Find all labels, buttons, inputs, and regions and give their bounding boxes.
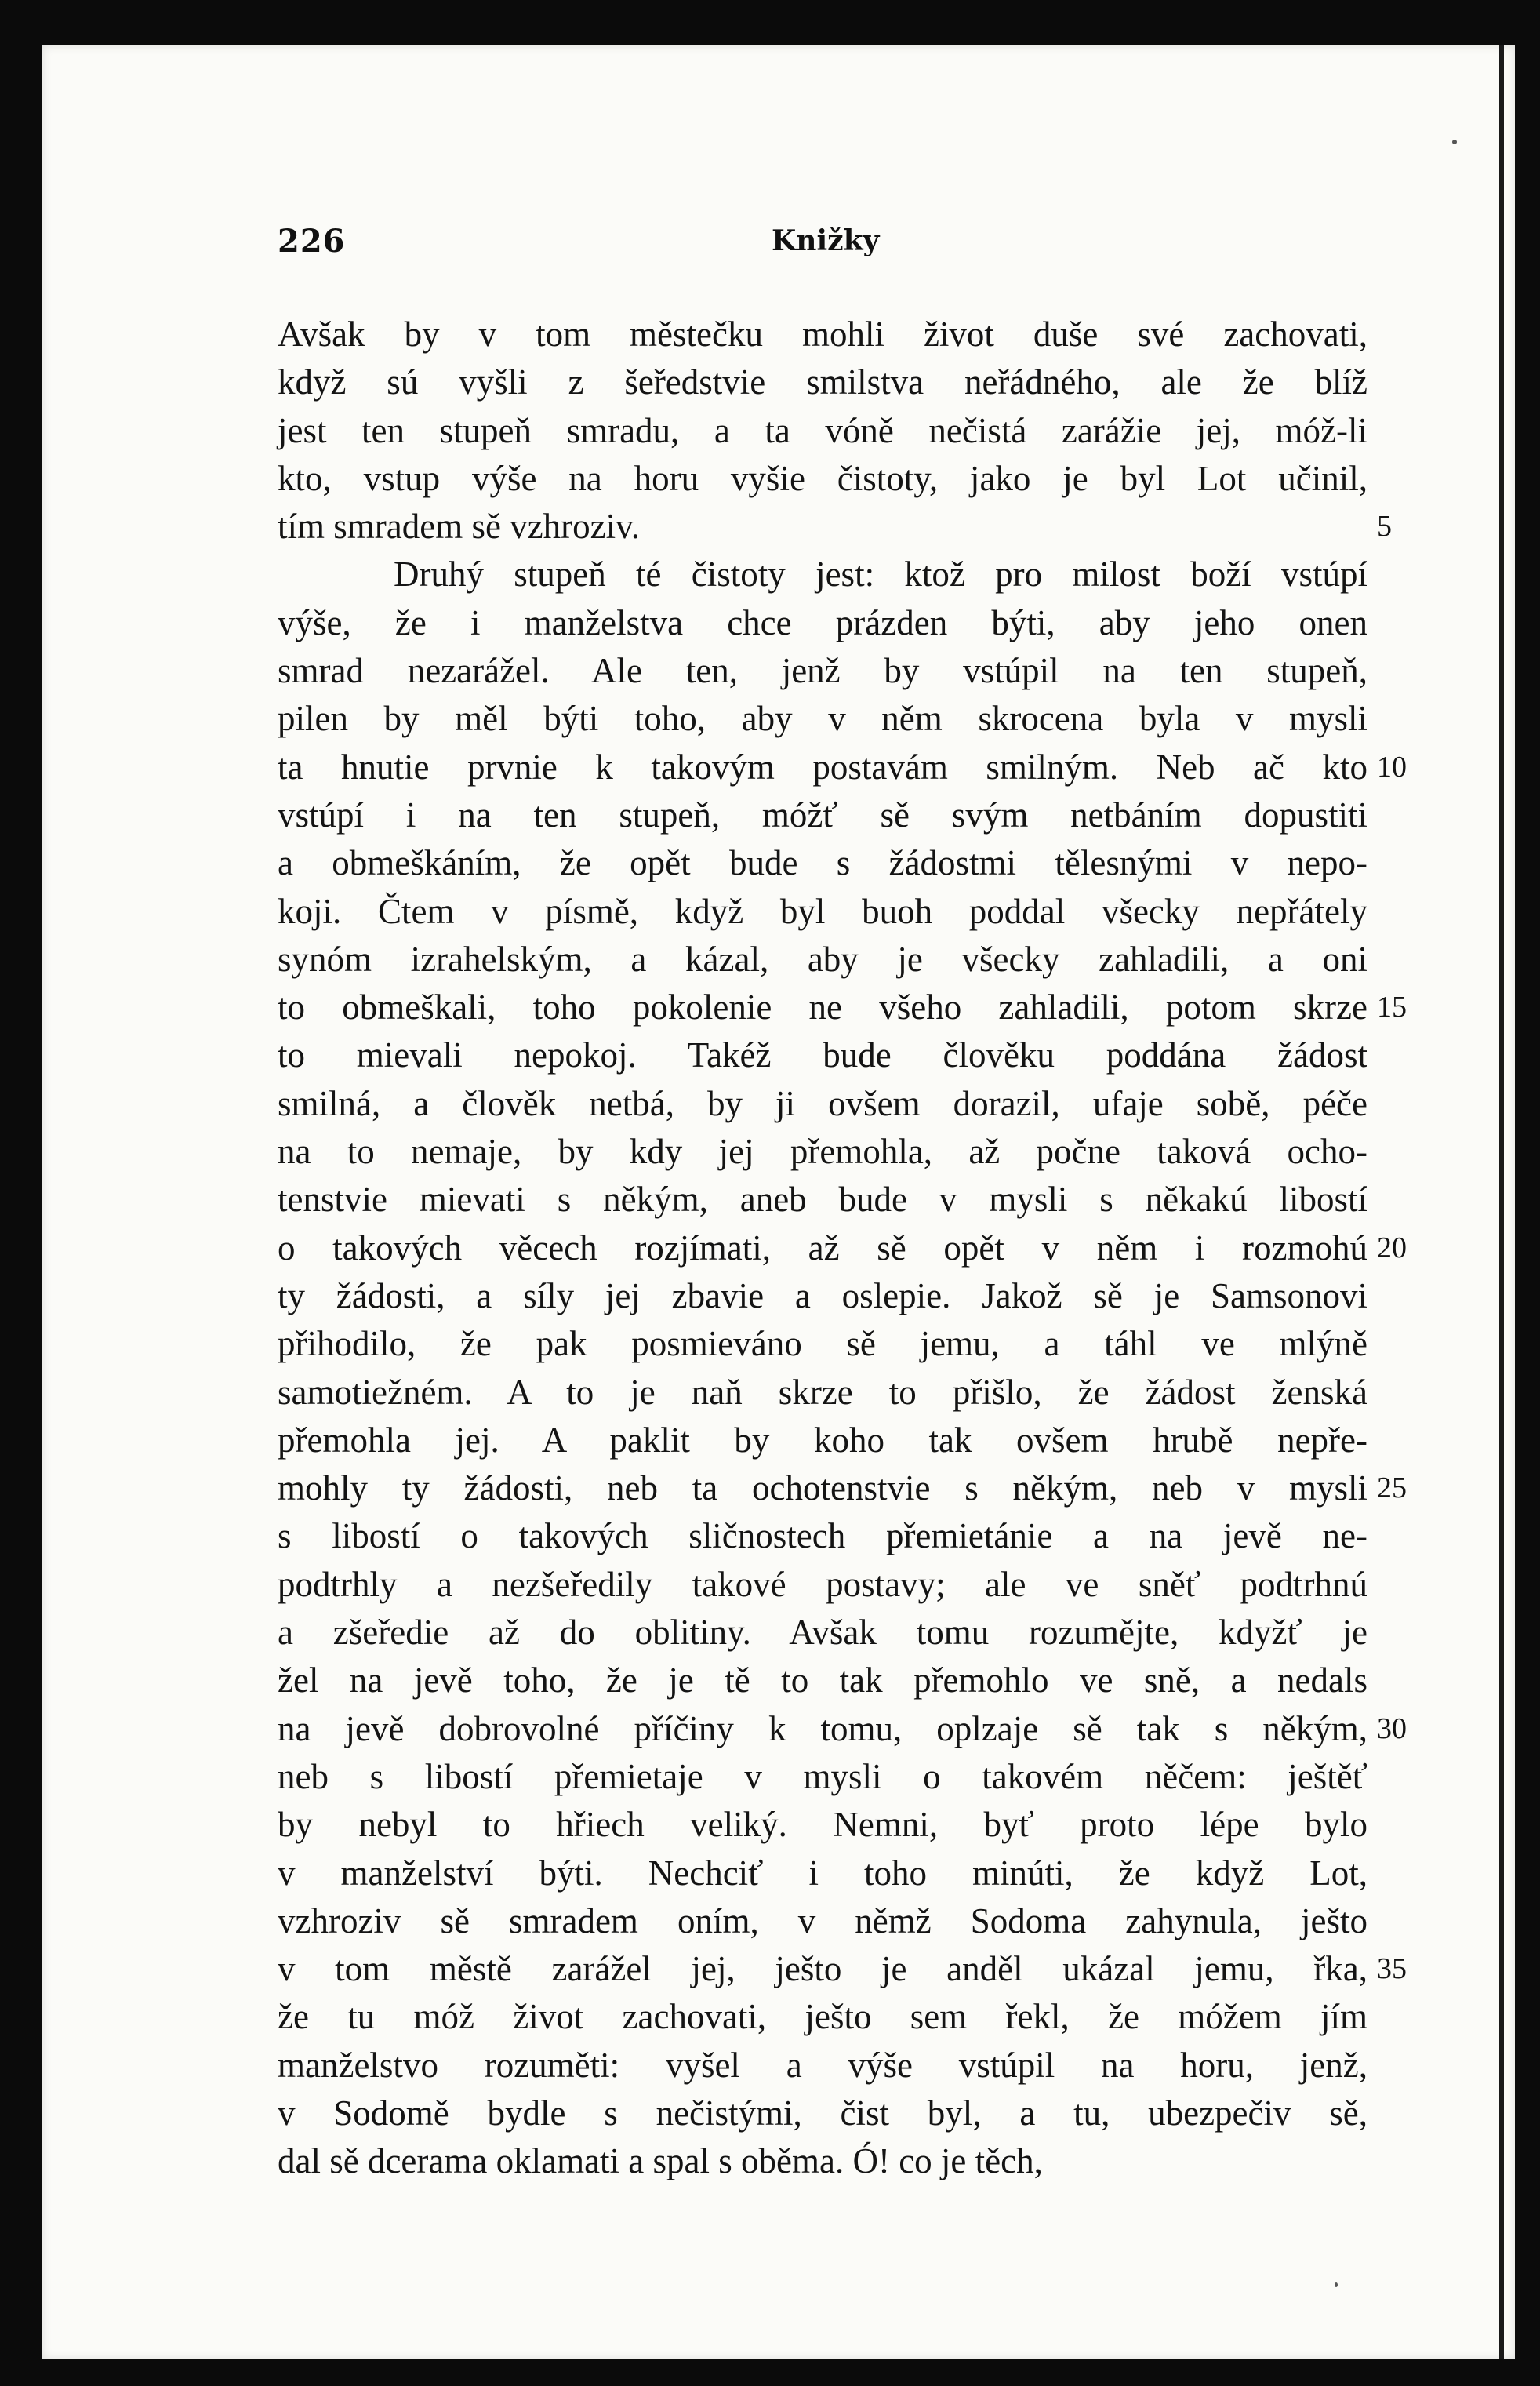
running-title: Knižky xyxy=(772,224,880,257)
scan-frame xyxy=(16,22,1527,2367)
text-line xyxy=(278,1705,1407,1753)
line-text: že tu móž život zachovati, ješto sem řekl, že móžem jím xyxy=(278,1997,1367,2037)
line-text: vzhroziv sě smradem oním, v němž Sodoma zahynula, ješto xyxy=(278,1900,1367,1940)
text-line xyxy=(278,1561,1367,1609)
text-line xyxy=(278,695,1367,743)
text-line xyxy=(278,1801,1367,1849)
text-line xyxy=(278,647,1367,695)
line-text: na jevě dobrovolné příčiny k tomu, oplzaje sě tak s někým, xyxy=(278,1708,1367,1748)
text-line xyxy=(278,358,1367,406)
line-text: ta hnutie prvnie k takovým postavám smilným. Neb ač kto xyxy=(278,747,1367,787)
text-line xyxy=(278,1850,1367,1897)
line-text: by nebyl to hřiech veliký. Nemni, byť proto lépe bylo xyxy=(278,1805,1367,1845)
line-text: neb s libostí přemietaje v mysli o takovém něčem: ještěť xyxy=(278,1756,1367,1796)
line-text: kto, vstup výše na horu vyšie čistoty, jako je byl Lot učinil, xyxy=(278,458,1367,498)
text-line xyxy=(278,791,1367,839)
text-line xyxy=(278,599,1367,647)
line-text: synóm izrahelským, a kázal, aby je všecky zahladili, a oni xyxy=(278,939,1367,979)
text-line xyxy=(278,1657,1367,1704)
line-text: výše, že i manželstva chce prázden býti, aby jeho onen xyxy=(278,602,1367,642)
text-line xyxy=(278,1031,1367,1079)
line-text: v manželství býti. Nechciť i toho minúti, že když Lot, xyxy=(278,1853,1367,1893)
line-text: a zšeředie až do oblitiny. Avšak tomu rozumějte, kdyžť je xyxy=(278,1613,1367,1653)
scan-speck xyxy=(1335,2282,1338,2287)
text-line xyxy=(278,503,1392,551)
text-line xyxy=(278,1224,1407,1272)
text-line xyxy=(278,1609,1367,1657)
line-text: jest ten stupeň smradu, a ta vóně nečistá zarážie jej, móž-li xyxy=(278,410,1367,450)
text-line xyxy=(278,1897,1367,1945)
line-number: 35 xyxy=(1377,1952,1407,1986)
line-text: přihodilo, že pak posmieváno sě jemu, a táhl ve mlýně xyxy=(278,1324,1367,1364)
line-number: 20 xyxy=(1377,1231,1407,1264)
line-text: a obmeškáním, že opět bude s žádostmi tělesnými v nepo- xyxy=(278,843,1367,883)
page-edge-shadow xyxy=(1499,45,1504,2359)
line-text: mohly ty žádosti, neb ta ochotenstvie s někým, neb v mysli xyxy=(278,1468,1367,1508)
text-line xyxy=(278,1464,1407,1512)
line-text: podtrhly a nezšeředily takové postavy; ale ve sněť podtrhnú xyxy=(278,1564,1367,1604)
line-text: žel na jevě toho, že je tě to tak přemohlo ve sně, a nedals xyxy=(278,1660,1367,1700)
line-text: vstúpí i na ten stupeň, móžť sě svým netbáním dopustiti xyxy=(278,795,1367,835)
text-line xyxy=(278,455,1367,503)
line-text: ty žádosti, a síly jej zbavie a oslepie. Jakož sě je Samsonovi xyxy=(278,1275,1367,1315)
text-line xyxy=(278,1945,1407,1993)
book-page xyxy=(42,45,1515,2359)
text-line xyxy=(278,839,1367,887)
line-text: v tom městě zarážel jej, ješto je anděl ukázal jemu, řka, xyxy=(278,1949,1367,1989)
line-text: tenstvie mievati s někým, aneb bude v mysli s někakú libostí xyxy=(278,1180,1367,1220)
text-line xyxy=(278,2042,1367,2090)
text-line xyxy=(278,407,1367,455)
line-number: 15 xyxy=(1377,991,1407,1024)
text-line xyxy=(278,1080,1367,1128)
line-text: když sú vyšli z šeředstvie smilstva neřádného, ale že blíž xyxy=(278,362,1367,402)
text-line xyxy=(278,1753,1367,1801)
scan-speck xyxy=(1452,140,1457,144)
text-line xyxy=(278,1993,1367,2041)
text-line xyxy=(278,984,1407,1031)
body-text xyxy=(278,311,1407,2186)
line-text: s libostí o takových sličnostech přemietánie a na jevě ne- xyxy=(278,1516,1367,1556)
line-text: manželstvo rozuměti: vyšel a výše vstúpil na horu, jenž, xyxy=(278,2045,1367,2085)
text-line xyxy=(278,1176,1367,1224)
line-number: 25 xyxy=(1377,1471,1407,1505)
text-line xyxy=(278,1369,1367,1417)
line-text: smilná, a člověk netbá, by ji ovšem dorazil, ufaje sobě, péče xyxy=(278,1083,1367,1123)
line-text: dal sě dcerama oklamati a spal s oběma. Ó! co je těch, xyxy=(278,2141,1043,2181)
line-text: pilen by měl býti toho, aby v něm skrocena byla v mysli xyxy=(278,699,1367,739)
line-text: Druhý stupeň té čistoty jest: ktož pro milost boží vstúpí xyxy=(394,555,1367,595)
page-header xyxy=(278,223,1367,278)
text-line xyxy=(278,1320,1367,1368)
text-line xyxy=(278,936,1367,984)
line-text: přemohla jej. A paklit by koho tak ovšem hrubě nepře- xyxy=(278,1420,1367,1460)
text-line xyxy=(278,888,1367,936)
text-line xyxy=(278,2090,1367,2137)
text-line xyxy=(278,551,1367,598)
text-line xyxy=(278,1272,1367,1320)
text-line xyxy=(278,2137,1367,2185)
line-text: o takových věcech rozjímati, až sě opět v něm i rozmohú xyxy=(278,1228,1367,1268)
line-text: Avšak by v tom městečku mohli život duše své zachovati, xyxy=(278,315,1367,354)
line-text: samotiežném. A to je naň skrze to přišlo, že žádost ženská xyxy=(278,1372,1367,1412)
text-line xyxy=(278,1417,1367,1464)
line-number: 5 xyxy=(1377,510,1392,544)
line-text: tím smradem sě vzhroziv. xyxy=(278,507,640,547)
line-text: to mievali nepokoj. Takéž bude člověku poddána žádost xyxy=(278,1035,1367,1075)
line-text: to obmeškali, toho pokolenie ne všeho zahladili, potom skrze xyxy=(278,987,1367,1028)
line-number: 30 xyxy=(1377,1711,1407,1745)
line-number: 10 xyxy=(1377,750,1407,784)
line-text: smrad nezarážel. Ale ten, jenž by vstúpil na ten stupeň, xyxy=(278,651,1367,691)
line-text: na to nemaje, by kdy jej přemohla, až počne taková ocho- xyxy=(278,1132,1367,1172)
text-line xyxy=(278,1512,1367,1560)
text-line xyxy=(278,1128,1367,1176)
line-text: koji. Čtem v písmě, když byl buoh poddal všecky nepřátely xyxy=(278,891,1367,931)
line-text: v Sodomě bydle s nečistými, čist byl, a tu, ubezpečiv sě, xyxy=(278,2093,1367,2133)
page-number: 226 xyxy=(278,223,346,260)
text-line xyxy=(278,744,1407,791)
text-line xyxy=(278,311,1367,358)
